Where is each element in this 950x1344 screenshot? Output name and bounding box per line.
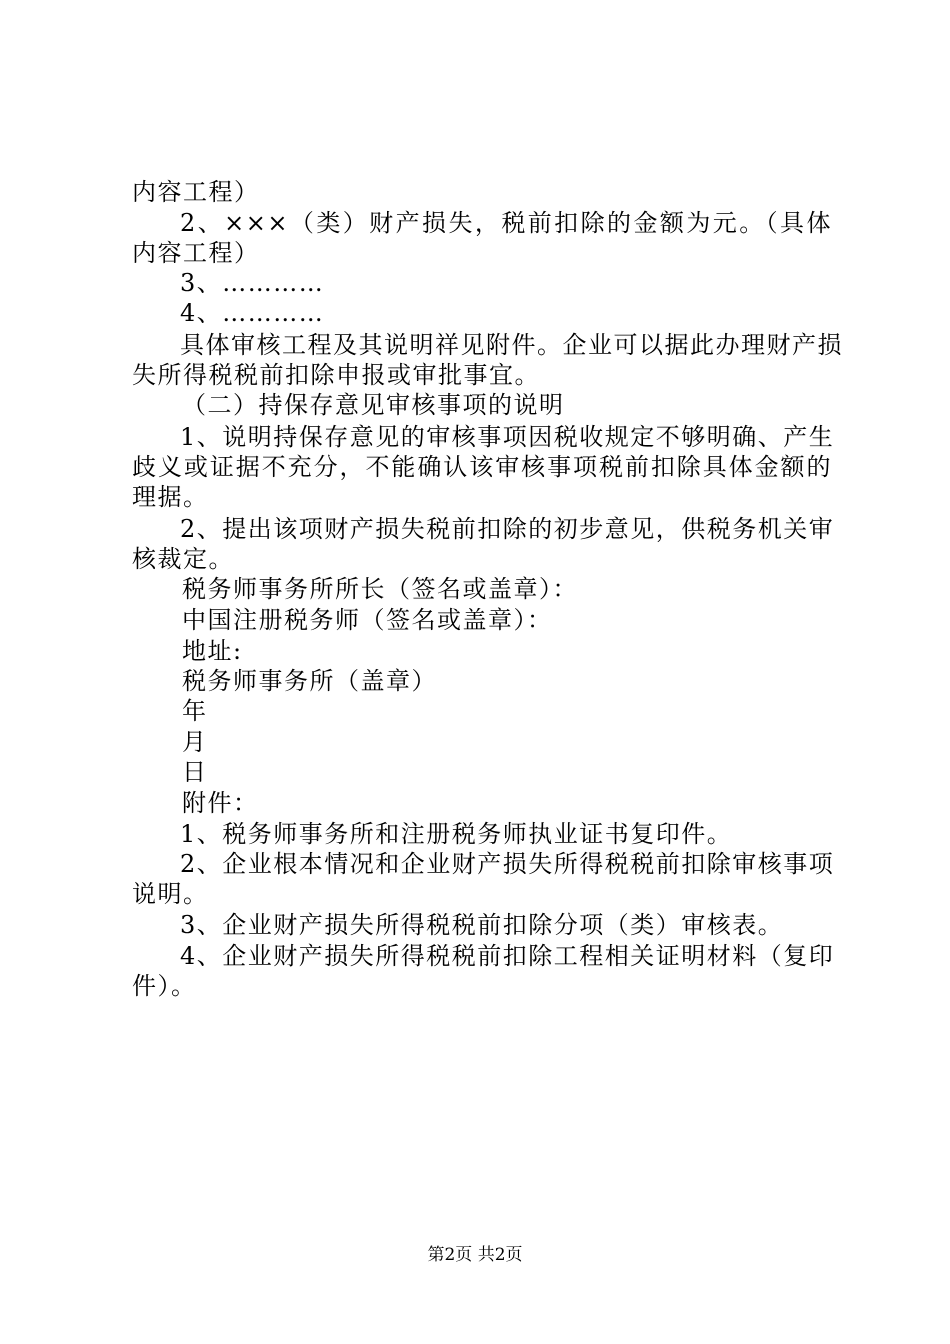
attachment-item: 3、企业财产损失所得税税前扣除分项（类）审核表。 xyxy=(180,911,784,939)
text-line: 说明。 xyxy=(132,880,209,908)
signature-line-director: 税务师事务所所长（签名或盖章）： xyxy=(182,575,578,603)
signature-line-cta: 中国注册税务师（签名或盖章）： xyxy=(182,606,553,634)
text-line: 3、………… xyxy=(180,269,325,297)
text-line: 歧义或证据不充分，不能确认该审核事项税前扣除具体金额的 xyxy=(132,453,832,481)
date-month: 月 xyxy=(182,728,208,756)
attachments-heading: 附件： xyxy=(182,789,259,817)
firm-seal-line: 税务师事务所（盖章） xyxy=(182,667,437,695)
text-line: 1、说明持保存意见的审核事项因税收规定不够明确、产生 xyxy=(180,423,835,451)
text-line: 核裁定。 xyxy=(132,545,234,573)
date-year: 年 xyxy=(182,697,208,725)
attachment-item: 2、企业根本情况和企业财产损失所得税税前扣除审核事项 xyxy=(180,850,835,878)
attachment-item: 1、税务师事务所和注册税务师执业证书复印件。 xyxy=(180,820,733,848)
text-line: 件）。 xyxy=(132,972,197,1000)
text-line: 4、………… xyxy=(180,299,325,327)
text-line: 内容工程） xyxy=(132,239,260,267)
text-line: 具体审核工程及其说明祥见附件。企业可以据此办理财产损 xyxy=(180,331,843,359)
page-number-footer: 第2页 共2页 xyxy=(427,1245,523,1265)
text-line: 失所得税税前扣除申报或审批事宜。 xyxy=(132,361,540,389)
text-line: 内容工程） xyxy=(132,178,260,206)
attachment-item: 4、企业财产损失所得税税前扣除工程相关证明材料（复印 xyxy=(180,942,835,970)
text-line: 2、提出该项财产损失税前扣除的初步意见，供税务机关审 xyxy=(180,515,835,543)
address-line: 地址: xyxy=(182,637,243,665)
section-heading: （二）持保存意见审核事项的说明 xyxy=(182,391,565,419)
text-line: 2、×××（类）财产损失，税前扣除的金额为元。（具体 xyxy=(180,209,832,237)
text-line: 理据。 xyxy=(132,483,209,511)
date-day: 日 xyxy=(182,758,208,786)
